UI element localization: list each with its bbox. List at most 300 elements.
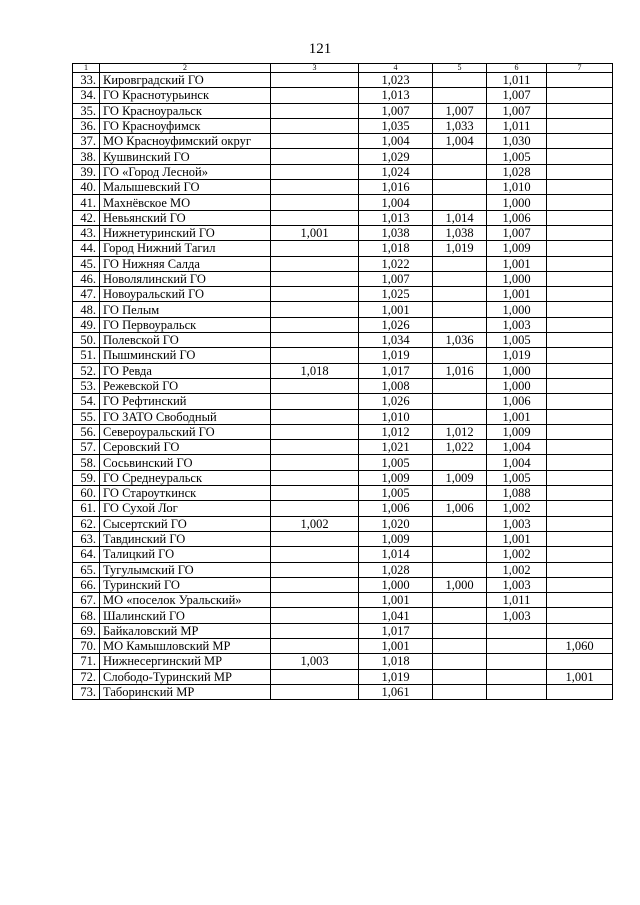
col7-value-cell [547, 424, 613, 439]
col7-value-cell [547, 195, 613, 210]
col4-value-cell: 1,034 [359, 333, 433, 348]
table-row [73, 73, 613, 88]
col6-value-cell: 1,028 [487, 164, 547, 179]
col7-value-cell: 1,001 [547, 669, 613, 684]
header-cell: 7 [547, 64, 613, 73]
col5-value-cell [433, 271, 487, 286]
municipality-name-cell: Шалинский ГО [100, 608, 271, 623]
col4-value-cell: 1,024 [359, 164, 433, 179]
municipality-name-cell: Город Нижний Тагил [100, 241, 271, 256]
col5-value-cell [433, 547, 487, 562]
row-number-cell: 51. [73, 348, 100, 363]
col5-value-cell: 1,000 [433, 577, 487, 592]
col4-value-cell: 1,061 [359, 684, 433, 699]
col4-value-cell: 1,020 [359, 516, 433, 531]
row-number-cell: 39. [73, 164, 100, 179]
col7-value-cell [547, 378, 613, 393]
row-number-cell: 53. [73, 378, 100, 393]
col4-value-cell: 1,012 [359, 424, 433, 439]
col6-value-cell: 1,009 [487, 424, 547, 439]
table-row [73, 134, 613, 149]
table-row [73, 623, 613, 638]
col6-value-cell: 1,000 [487, 271, 547, 286]
col7-value-cell [547, 348, 613, 363]
col7-value-cell [547, 516, 613, 531]
row-number-cell: 56. [73, 424, 100, 439]
col3-value-cell [271, 103, 359, 118]
col4-value-cell: 1,018 [359, 654, 433, 669]
col3-value-cell [271, 424, 359, 439]
col4-value-cell: 1,004 [359, 134, 433, 149]
col6-value-cell: 1,001 [487, 409, 547, 424]
municipality-name-cell: Сосьвинский ГО [100, 455, 271, 470]
col6-value-cell: 1,010 [487, 180, 547, 195]
row-number-cell: 36. [73, 118, 100, 133]
col3-value-cell [271, 486, 359, 501]
page-number: 121 [308, 41, 332, 57]
col3-value-cell: 1,018 [271, 363, 359, 378]
col5-value-cell: 1,019 [433, 241, 487, 256]
col7-value-cell [547, 317, 613, 332]
municipality-name-cell: ГО Среднеуральск [100, 470, 271, 485]
col6-value-cell: 1,011 [487, 593, 547, 608]
col4-value-cell: 1,041 [359, 608, 433, 623]
col4-value-cell: 1,001 [359, 638, 433, 653]
municipality-name-cell: ГО ЗАТО Свободный [100, 409, 271, 424]
col5-value-cell: 1,004 [433, 134, 487, 149]
row-number-cell: 62. [73, 516, 100, 531]
col3-value-cell [271, 593, 359, 608]
col4-value-cell: 1,028 [359, 562, 433, 577]
col7-value-cell [547, 287, 613, 302]
col3-value-cell [271, 684, 359, 699]
col7-value-cell [547, 608, 613, 623]
col4-value-cell: 1,017 [359, 623, 433, 638]
col4-value-cell: 1,006 [359, 501, 433, 516]
col3-value-cell [271, 562, 359, 577]
row-number-cell: 41. [73, 195, 100, 210]
col6-value-cell: 1,002 [487, 562, 547, 577]
row-number-cell: 40. [73, 180, 100, 195]
col6-value-cell: 1,000 [487, 302, 547, 317]
col7-value-cell [547, 118, 613, 133]
col4-value-cell: 1,021 [359, 440, 433, 455]
col5-value-cell [433, 608, 487, 623]
row-number-cell: 65. [73, 562, 100, 577]
col7-value-cell [547, 88, 613, 103]
col7-value-cell [547, 547, 613, 562]
table-row [73, 547, 613, 562]
municipality-name-cell: Сысертский ГО [100, 516, 271, 531]
municipality-name-cell: МО «поселок Уральский» [100, 593, 271, 608]
col7-value-cell [547, 241, 613, 256]
col5-value-cell [433, 378, 487, 393]
col7-value-cell [547, 333, 613, 348]
col7-value-cell [547, 486, 613, 501]
header-cell: 5 [433, 64, 487, 73]
col7-value-cell [547, 623, 613, 638]
table-row [73, 287, 613, 302]
table-row [73, 608, 613, 623]
col4-value-cell: 1,013 [359, 210, 433, 225]
table-row [73, 225, 613, 240]
col7-value-cell [547, 577, 613, 592]
col5-value-cell [433, 531, 487, 546]
table-row [73, 103, 613, 118]
table-row [73, 317, 613, 332]
municipality-name-cell: Пышминский ГО [100, 348, 271, 363]
col7-value-cell [547, 455, 613, 470]
municipality-name-cell: ГО Староуткинск [100, 486, 271, 501]
col3-value-cell [271, 608, 359, 623]
col5-value-cell [433, 394, 487, 409]
col6-value-cell: 1,007 [487, 103, 547, 118]
col3-value-cell: 1,001 [271, 225, 359, 240]
col7-value-cell [547, 593, 613, 608]
col5-value-cell [433, 455, 487, 470]
col7-value-cell [547, 180, 613, 195]
col5-value-cell [433, 287, 487, 302]
col4-value-cell: 1,019 [359, 348, 433, 363]
col6-value-cell: 1,003 [487, 608, 547, 623]
col6-value-cell: 1,009 [487, 241, 547, 256]
table-row [73, 440, 613, 455]
municipality-name-cell: Тугулымский ГО [100, 562, 271, 577]
table-row [73, 164, 613, 179]
col5-value-cell [433, 654, 487, 669]
col7-value-cell [547, 225, 613, 240]
table-row [73, 363, 613, 378]
col4-value-cell: 1,038 [359, 225, 433, 240]
row-number-cell: 38. [73, 149, 100, 164]
col4-value-cell: 1,010 [359, 409, 433, 424]
col6-value-cell: 1,006 [487, 394, 547, 409]
col3-value-cell [271, 409, 359, 424]
col5-value-cell [433, 623, 487, 638]
col5-value-cell: 1,006 [433, 501, 487, 516]
municipality-name-cell: Слободо-Туринский МР [100, 669, 271, 684]
col7-value-cell [547, 271, 613, 286]
col4-value-cell: 1,004 [359, 195, 433, 210]
col4-value-cell: 1,007 [359, 271, 433, 286]
col6-value-cell: 1,002 [487, 501, 547, 516]
table-row [73, 470, 613, 485]
col5-value-cell [433, 256, 487, 271]
table-row [73, 118, 613, 133]
col6-value-cell: 1,004 [487, 440, 547, 455]
col4-value-cell: 1,026 [359, 317, 433, 332]
col6-value-cell: 1,011 [487, 118, 547, 133]
col7-value-cell: 1,060 [547, 638, 613, 653]
municipality-name-cell: Талицкий ГО [100, 547, 271, 562]
col4-value-cell: 1,026 [359, 394, 433, 409]
col5-value-cell [433, 73, 487, 88]
col4-value-cell: 1,023 [359, 73, 433, 88]
col4-value-cell: 1,008 [359, 378, 433, 393]
col5-value-cell: 1,007 [433, 103, 487, 118]
row-number-cell: 48. [73, 302, 100, 317]
municipality-name-cell: Тавдинский ГО [100, 531, 271, 546]
col7-value-cell [547, 684, 613, 699]
row-number-cell: 34. [73, 88, 100, 103]
col5-value-cell: 1,022 [433, 440, 487, 455]
col6-value-cell [487, 684, 547, 699]
col5-value-cell: 1,033 [433, 118, 487, 133]
col7-value-cell [547, 302, 613, 317]
col4-value-cell: 1,001 [359, 593, 433, 608]
col3-value-cell [271, 287, 359, 302]
municipality-name-cell: Таборинский МР [100, 684, 271, 699]
col3-value-cell [271, 317, 359, 332]
row-number-cell: 35. [73, 103, 100, 118]
row-number-cell: 49. [73, 317, 100, 332]
table-row [73, 654, 613, 669]
col5-value-cell [433, 669, 487, 684]
municipality-name-cell: ГО Красноуральск [100, 103, 271, 118]
col6-value-cell: 1,000 [487, 378, 547, 393]
table-row [73, 88, 613, 103]
table-row [73, 271, 613, 286]
municipality-name-cell: ГО Ревда [100, 363, 271, 378]
col7-value-cell [547, 440, 613, 455]
municipality-name-cell: ГО Пелым [100, 302, 271, 317]
col6-value-cell: 1,007 [487, 225, 547, 240]
col3-value-cell [271, 455, 359, 470]
municipality-name-cell: Нижнетуринский ГО [100, 225, 271, 240]
table-row [73, 684, 613, 699]
municipality-name-cell: Режевской ГО [100, 378, 271, 393]
col3-value-cell [271, 195, 359, 210]
col6-value-cell: 1,004 [487, 455, 547, 470]
col7-value-cell [547, 501, 613, 516]
col7-value-cell [547, 363, 613, 378]
header-cell: 3 [271, 64, 359, 73]
col6-value-cell: 1,003 [487, 516, 547, 531]
col7-value-cell [547, 164, 613, 179]
col4-value-cell: 1,014 [359, 547, 433, 562]
col4-value-cell: 1,009 [359, 470, 433, 485]
table-row [73, 577, 613, 592]
municipality-name-cell: ГО Красноуфимск [100, 118, 271, 133]
col4-value-cell: 1,019 [359, 669, 433, 684]
col7-value-cell [547, 256, 613, 271]
col6-value-cell: 1,003 [487, 317, 547, 332]
col5-value-cell [433, 409, 487, 424]
municipality-name-cell: Кушвинский ГО [100, 149, 271, 164]
col5-value-cell: 1,036 [433, 333, 487, 348]
row-number-cell: 55. [73, 409, 100, 424]
row-number-cell: 54. [73, 394, 100, 409]
header-cell: 1 [73, 64, 100, 73]
table-body [73, 64, 613, 700]
row-number-cell: 67. [73, 593, 100, 608]
row-number-cell: 72. [73, 669, 100, 684]
col3-value-cell [271, 88, 359, 103]
col3-value-cell [271, 256, 359, 271]
table-row [73, 195, 613, 210]
row-number-cell: 42. [73, 210, 100, 225]
col5-value-cell [433, 164, 487, 179]
municipality-name-cell: Серовский ГО [100, 440, 271, 455]
table-row [73, 378, 613, 393]
col6-value-cell: 1,001 [487, 287, 547, 302]
table-row [73, 149, 613, 164]
row-number-cell: 61. [73, 501, 100, 516]
col6-value-cell: 1,000 [487, 363, 547, 378]
col6-value-cell: 1,003 [487, 577, 547, 592]
col7-value-cell [547, 409, 613, 424]
col3-value-cell [271, 531, 359, 546]
col6-value-cell: 1,005 [487, 149, 547, 164]
row-number-cell: 64. [73, 547, 100, 562]
table-row [73, 256, 613, 271]
municipality-name-cell: Байкаловский МР [100, 623, 271, 638]
table-row [73, 409, 613, 424]
col6-value-cell [487, 638, 547, 653]
col3-value-cell [271, 333, 359, 348]
municipality-name-cell: Туринский ГО [100, 577, 271, 592]
table-row [73, 516, 613, 531]
municipality-name-cell: Махнёвское МО [100, 195, 271, 210]
row-number-cell: 47. [73, 287, 100, 302]
municipality-name-cell: Невьянский ГО [100, 210, 271, 225]
col4-value-cell: 1,007 [359, 103, 433, 118]
table-row [73, 669, 613, 684]
table-row [73, 455, 613, 470]
col7-value-cell [547, 149, 613, 164]
col3-value-cell [271, 118, 359, 133]
col4-value-cell: 1,005 [359, 455, 433, 470]
header-cell: 4 [359, 64, 433, 73]
row-number-cell: 37. [73, 134, 100, 149]
row-number-cell: 69. [73, 623, 100, 638]
col5-value-cell [433, 180, 487, 195]
col4-value-cell: 1,035 [359, 118, 433, 133]
col4-value-cell: 1,000 [359, 577, 433, 592]
col7-value-cell [547, 210, 613, 225]
col6-value-cell: 1,001 [487, 531, 547, 546]
municipality-name-cell: ГО Краснотурьинск [100, 88, 271, 103]
col6-value-cell: 1,000 [487, 195, 547, 210]
col4-value-cell: 1,017 [359, 363, 433, 378]
table-row [73, 394, 613, 409]
col5-value-cell [433, 593, 487, 608]
col5-value-cell: 1,012 [433, 424, 487, 439]
col6-value-cell: 1,006 [487, 210, 547, 225]
col6-value-cell: 1,002 [487, 547, 547, 562]
municipality-name-cell: Новолялинский ГО [100, 271, 271, 286]
municipality-name-cell: ГО «Город Лесной» [100, 164, 271, 179]
table-row [73, 302, 613, 317]
row-number-cell: 33. [73, 73, 100, 88]
col5-value-cell: 1,009 [433, 470, 487, 485]
col6-value-cell: 1,005 [487, 470, 547, 485]
municipality-name-cell: ГО Рефтинский [100, 394, 271, 409]
col3-value-cell [271, 440, 359, 455]
table-row [73, 486, 613, 501]
row-number-cell: 50. [73, 333, 100, 348]
col3-value-cell [271, 134, 359, 149]
row-number-cell: 71. [73, 654, 100, 669]
col4-value-cell: 1,029 [359, 149, 433, 164]
row-number-cell: 45. [73, 256, 100, 271]
municipality-name-cell: Новоуральский ГО [100, 287, 271, 302]
row-number-cell: 58. [73, 455, 100, 470]
col6-value-cell: 1,030 [487, 134, 547, 149]
table-row [73, 638, 613, 653]
col5-value-cell [433, 302, 487, 317]
col7-value-cell [547, 531, 613, 546]
col3-value-cell [271, 623, 359, 638]
col3-value-cell: 1,002 [271, 516, 359, 531]
table-row [73, 180, 613, 195]
municipality-name-cell: Малышевский ГО [100, 180, 271, 195]
municipality-name-cell: ГО Первоуральск [100, 317, 271, 332]
col3-value-cell [271, 210, 359, 225]
col5-value-cell: 1,016 [433, 363, 487, 378]
table-row [73, 333, 613, 348]
coefficients-table [72, 63, 613, 700]
col4-value-cell: 1,009 [359, 531, 433, 546]
col4-value-cell: 1,022 [359, 256, 433, 271]
row-number-cell: 57. [73, 440, 100, 455]
col5-value-cell [433, 516, 487, 531]
table-row [73, 424, 613, 439]
table-row [73, 501, 613, 516]
header-cell: 2 [100, 64, 271, 73]
col5-value-cell [433, 684, 487, 699]
col4-value-cell: 1,013 [359, 88, 433, 103]
municipality-name-cell: Нижнесергинский МР [100, 654, 271, 669]
municipality-name-cell: Полевской ГО [100, 333, 271, 348]
col6-value-cell: 1,088 [487, 486, 547, 501]
col5-value-cell: 1,014 [433, 210, 487, 225]
col7-value-cell [547, 103, 613, 118]
col5-value-cell [433, 88, 487, 103]
table-row [73, 348, 613, 363]
col5-value-cell [433, 317, 487, 332]
col5-value-cell [433, 638, 487, 653]
municipality-name-cell: ГО Сухой Лог [100, 501, 271, 516]
col3-value-cell [271, 378, 359, 393]
col7-value-cell [547, 73, 613, 88]
table-row [73, 210, 613, 225]
row-number-cell: 44. [73, 241, 100, 256]
col6-value-cell [487, 669, 547, 684]
col3-value-cell [271, 271, 359, 286]
municipality-name-cell: Североуральский ГО [100, 424, 271, 439]
table-row [73, 562, 613, 577]
col6-value-cell: 1,011 [487, 73, 547, 88]
col5-value-cell [433, 486, 487, 501]
col3-value-cell [271, 577, 359, 592]
col5-value-cell [433, 348, 487, 363]
row-number-cell: 59. [73, 470, 100, 485]
municipality-name-cell: ГО Нижняя Салда [100, 256, 271, 271]
col3-value-cell [271, 164, 359, 179]
row-number-cell: 43. [73, 225, 100, 240]
table-row [73, 593, 613, 608]
header-cell: 6 [487, 64, 547, 73]
col7-value-cell [547, 470, 613, 485]
col7-value-cell [547, 134, 613, 149]
row-number-cell: 68. [73, 608, 100, 623]
municipality-name-cell: Кировградский ГО [100, 73, 271, 88]
col3-value-cell [271, 302, 359, 317]
row-number-cell: 70. [73, 638, 100, 653]
col3-value-cell [271, 638, 359, 653]
municipality-name-cell: МО Красноуфимский округ [100, 134, 271, 149]
